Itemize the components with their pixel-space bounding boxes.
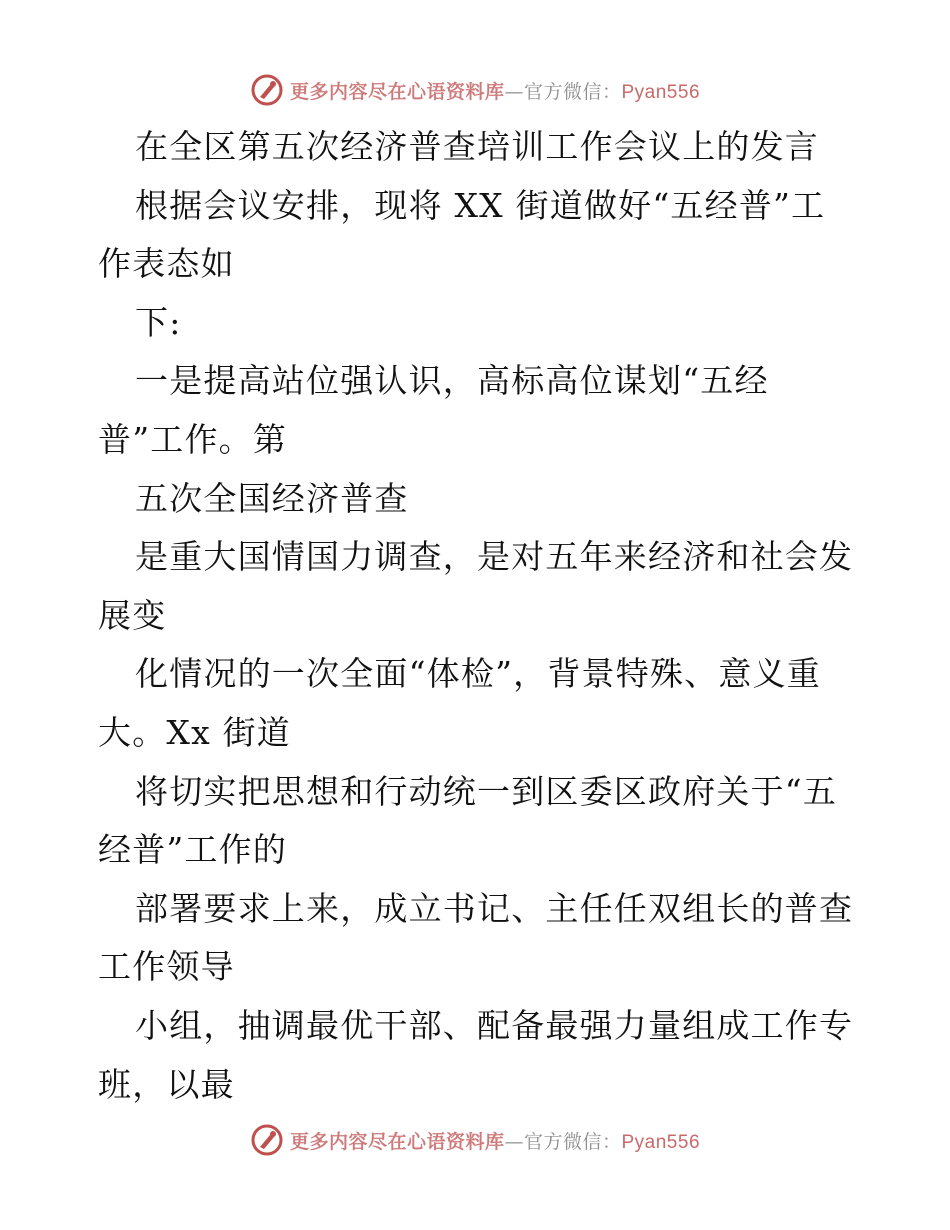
watermark-separator: —: [504, 80, 524, 103]
text-line: 工作领导: [98, 947, 235, 987]
text-line: 部署要求上来，成立书记、主任任双组长的普查: [135, 888, 854, 928]
text-line: 经普”工作的: [98, 830, 288, 870]
text-line: 普”工作。第: [98, 419, 288, 459]
text-line: 将切实把思想和行动统一到区委区政府关于“五: [135, 771, 838, 811]
watermark-brand: 更多内容尽在心语资料库: [289, 80, 505, 103]
document-title: 在全区第五次经济普查培训工作会议上的发言: [135, 127, 819, 166]
watermark-label: 官方微信：: [523, 1130, 622, 1153]
text-line: 下:: [135, 302, 182, 342]
watermark-wechat-id: Pyan556: [621, 1131, 701, 1153]
watermark-text: [290, 1127, 700, 1154]
text-line: 一是提高站位强认识，高标高位谋划“五经: [135, 361, 769, 401]
watermark-wechat-id: Pyan556: [621, 81, 701, 103]
text-line: 小组，抽调最优干部、配备最强力量组成工作专: [135, 1005, 854, 1045]
text-line: 五次全国经济普查: [135, 478, 409, 518]
pen-nib-circle-icon: [250, 1123, 284, 1157]
watermark-label: 官方微信：: [523, 80, 622, 103]
footer-watermark: [0, 1120, 950, 1160]
document-body: [98, 118, 858, 1114]
text-line: 化情况的一次全面“体检”，背景特殊、意义重: [135, 654, 821, 694]
text-line: 是重大国情国力调查，是对五年来经济和社会发: [135, 537, 854, 577]
text-line: 根据会议安排，现将 XX 街道做好“五经普”工: [135, 185, 826, 225]
watermark-text: [290, 77, 700, 104]
watermark-brand: 更多内容尽在心语资料库: [289, 1130, 505, 1153]
pen-nib-circle-icon: [250, 73, 284, 107]
text-line: 作表态如: [98, 244, 235, 284]
text-line: 大。Xx 街道: [98, 712, 291, 752]
text-line: 班，以最: [98, 1064, 235, 1104]
text-line: 展变: [98, 595, 167, 635]
watermark-separator: —: [504, 1130, 524, 1153]
header-watermark: [0, 70, 950, 110]
